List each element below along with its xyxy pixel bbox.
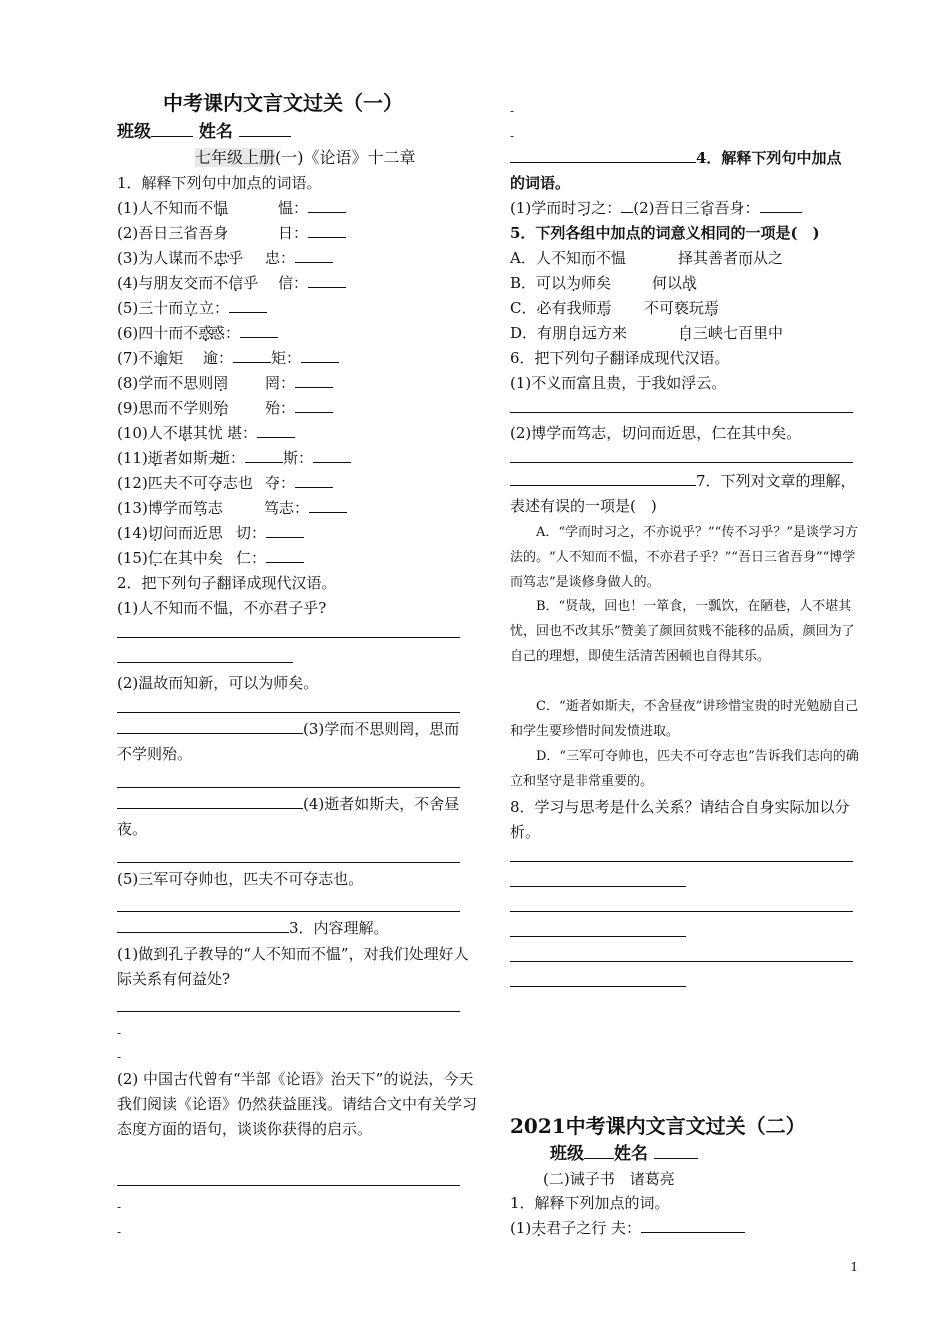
answer-line[interactable] (510, 911, 853, 912)
q1-answer (265, 247, 333, 269)
q5-option[interactable] (510, 322, 627, 344)
q1-item-text: (13)博学而 (117, 499, 193, 517)
q4-item-1-label: 之： (591, 199, 622, 217)
answer-blank[interactable] (266, 522, 304, 538)
q1-item-text: 其忧 (192, 424, 223, 442)
q1-item-text: 者如斯夫 (162, 449, 223, 467)
answer-line[interactable] (510, 961, 853, 962)
q7-title: 7．下列对文章的理解， (696, 472, 856, 490)
dash-mark: - (510, 129, 515, 143)
answer-line[interactable] (510, 412, 853, 413)
dotted-word: 为 (566, 274, 582, 292)
q5-option-compare (644, 297, 719, 319)
answer-line[interactable] (510, 147, 696, 163)
dotted-word: 自 (567, 324, 583, 342)
dash-mark: - (117, 1026, 122, 1040)
answer-blank[interactable] (295, 472, 333, 488)
item-number: (1) (510, 1219, 532, 1237)
answer-blank[interactable] (245, 447, 283, 463)
q1-item-text: (5)三十而 (117, 299, 184, 317)
answer-line[interactable] (117, 662, 293, 663)
name-label: 姓名 (198, 122, 233, 142)
dotted-word: 习 (576, 199, 592, 217)
dotted-word: 笃 (192, 499, 208, 517)
q7-option-c: C．“逝者如斯夫，不舍昼夜”讲珍惜宝贵的时光勉励自己和学生要珍惜时间发愤进取。 (510, 699, 859, 739)
q7-option-a: A．“学而时习之，不亦说乎？”“传不习乎？”是谈学习方法的。“人不知而不愠，不亦君子乎？”“吾日三省吾身”“博学而笃志”是谈修身做人的。 (510, 525, 858, 590)
answer-label: 逾： (203, 349, 234, 367)
item-text: 君子之行 夫： (546, 1219, 642, 1237)
q1-answer (199, 297, 267, 319)
answer-label: 矩： (271, 349, 302, 367)
q2-sentence-2: (2)温故而知新，可以为师矣。 (117, 674, 319, 692)
dotted-word: 堪 (177, 424, 193, 442)
option-text: 择其善者 (678, 249, 739, 267)
answer-label: 殆： (265, 399, 296, 417)
answer-label: 立： (199, 299, 230, 317)
q4-items (510, 197, 802, 219)
answer-blank[interactable] (308, 197, 346, 213)
option-text: 远方来 (582, 324, 628, 342)
option-text: C．必有我师 (510, 299, 597, 317)
option-text: 师矣 (581, 274, 612, 292)
class-blank[interactable] (584, 1143, 614, 1159)
name-label: 姓名 (614, 1144, 648, 1164)
q1-answer (265, 472, 333, 494)
q1-answer (278, 272, 346, 294)
q1-item (117, 322, 213, 344)
q1-item (117, 297, 198, 319)
answer-blank[interactable] (760, 197, 802, 213)
dotted-word: 自 (678, 324, 694, 342)
dotted-word: 仁 (147, 549, 163, 567)
answer-blank[interactable] (301, 347, 339, 363)
q1-item-text: (11) (117, 449, 148, 467)
dotted-word: 而 (580, 249, 596, 267)
q1-item-text: (7)不 (117, 349, 154, 367)
q5-option-compare (678, 322, 783, 344)
q1-answer (265, 372, 333, 394)
answer-label: 夺： (265, 474, 296, 492)
q2-sentence-4-cont: 夜。 (117, 820, 148, 838)
q1-answer (278, 222, 346, 244)
q5-option[interactable] (510, 247, 626, 269)
answer-line[interactable] (117, 1185, 460, 1186)
answer-blank[interactable] (621, 197, 633, 213)
option-text: D．有朋 (510, 324, 568, 342)
answer-blank[interactable] (295, 247, 333, 263)
answer-label: 愠： (278, 199, 309, 217)
answer-label: 笃志： (264, 499, 310, 517)
q4-item-2-label: 吾身： (714, 199, 760, 217)
q1-item-text: (3)为人谋而不 (117, 249, 214, 267)
answer-blank[interactable] (308, 222, 346, 238)
q3-question-1: (1)做到孔子教导的“人不知而不愠”，对我们处理好人际关系有何益处? (117, 945, 469, 988)
dotted-word: 焉 (596, 299, 612, 317)
page-number: 1 (850, 1260, 858, 1274)
answer-blank[interactable] (295, 397, 333, 413)
answer-blank[interactable] (266, 547, 304, 563)
answer-line[interactable] (117, 911, 460, 912)
second-subtitle: (二)诫子书 诸葛亮 (543, 1170, 675, 1188)
q1-item (117, 272, 258, 294)
q2-sentence-3: (3)学而不思则罔，思而 (303, 720, 460, 738)
q3-title-line (117, 917, 479, 939)
q1-item (117, 447, 223, 469)
q1-item (117, 497, 223, 519)
q2-sentence-4: (4)逝者如斯夫，不舍昼 (303, 795, 460, 813)
class-label: 班级 (117, 122, 151, 142)
dotted-word: 愠 (213, 199, 229, 217)
q6-title: 6．把下列句子翻译成现代汉语。 (510, 349, 730, 367)
q1-item-text: (8)学而不思则 (117, 374, 214, 392)
answer-blank[interactable] (295, 372, 333, 388)
q4-title-line (510, 147, 872, 169)
q1-item-text: (14) (117, 524, 148, 542)
second-class-name-line (550, 1143, 698, 1165)
q1-item-text: 志 (207, 499, 223, 517)
q1-item-text: (9)思而不学则 (117, 399, 214, 417)
answer-label: 仁： (236, 549, 267, 567)
dash-mark: - (117, 1050, 122, 1064)
q1-answer (215, 447, 351, 469)
answer-label: 惑： (210, 324, 241, 342)
answer-blank[interactable] (309, 497, 347, 513)
answer-label: 切： (236, 524, 267, 542)
dotted-word: 省 (699, 199, 715, 217)
answer-label: 罔： (265, 374, 296, 392)
option-text: 从之 (753, 249, 784, 267)
class-label: 班级 (550, 1144, 584, 1164)
q2-sentence-4-line (117, 793, 479, 815)
answer-label: 逝： (215, 449, 246, 467)
q3-question-2: (2) 中国古代曾有“半部《论语》治天下”的说法，今天我们阅读《论语》仍然获益匪浅。请结合文中有关学习态度方面的语句，谈谈你获得的启示。 (117, 1070, 478, 1138)
q2-sentence-3-line (117, 718, 479, 740)
dotted-word: 忠 (213, 249, 229, 267)
option-text: 何以 (652, 274, 683, 292)
class-name-line (117, 121, 291, 143)
q2-sentence-1: (1)人不知而不愠，不亦君子乎? (117, 599, 327, 617)
dotted-word: 信 (228, 274, 244, 292)
grade-label: 七年级上册 (195, 148, 276, 167)
q1-item (117, 422, 223, 444)
second-q1-title: 1．解释下列加点的词。 (510, 1194, 670, 1212)
q1-item-text: (2)吾日三省吾身 (117, 224, 229, 242)
dotted-word: 切 (147, 524, 163, 542)
dotted-word: 殆 (213, 399, 229, 417)
answer-line[interactable] (510, 936, 686, 937)
q1-item-text: 矩 (168, 349, 184, 367)
q1-item (117, 522, 223, 544)
name-blank[interactable] (654, 1143, 698, 1159)
option-text: 不愠 (595, 249, 626, 267)
option-text: 不可亵玩 (644, 299, 705, 317)
q2-sentence-5: (5)三军可夺帅也，匹夫不可夺志也。 (117, 870, 364, 888)
q1-item-text: 乎 (228, 249, 244, 267)
answer-blank[interactable] (229, 297, 267, 313)
q7-option-d: D．“三军可夺帅也，匹夫不可夺志也”告诉我们志向的确立和坚守是非常重要的。 (510, 749, 859, 789)
answer-line[interactable] (510, 462, 853, 463)
dotted-word: 战 (682, 274, 698, 292)
dotted-word: 夺 (207, 474, 223, 492)
q1-item-text: (12)匹夫不可 (117, 474, 208, 492)
answer-blank[interactable] (240, 322, 278, 338)
q7-option-b: B．“贤哉，回也！一箪食，一瓢饮，在陋巷，人不堪其忧，回也不改其乐”赞美了颜回贫贱不能移的品质，颜回为了自己的理想，即使生活清苦困顿也自得其乐。 (510, 599, 855, 664)
class-blank[interactable] (151, 121, 193, 137)
answer-line[interactable] (510, 861, 853, 862)
option-text: 三峡七百里中 (693, 324, 784, 342)
dotted-word: 罔 (213, 374, 229, 392)
second-doc-title: 2021中考课内文言文过关（二） (510, 1114, 806, 1138)
dotted-word: 焉 (704, 299, 720, 317)
q1-item (117, 197, 228, 219)
q1-answer (203, 347, 339, 369)
answer-line[interactable] (117, 787, 460, 788)
dotted-word: 逝 (147, 449, 163, 467)
q1-answer (278, 197, 346, 219)
second-q1-item (510, 1217, 745, 1239)
answer-label: 信： (278, 274, 309, 292)
q5-option-compare (678, 247, 783, 269)
q4-item-2-pre: (2)吾日三 (633, 199, 700, 217)
answer-blank[interactable] (308, 272, 346, 288)
q1-title: 1．解释下列句中加点的词语。 (117, 174, 322, 192)
dotted-word: 惑 (198, 324, 214, 342)
answer-line[interactable] (117, 1011, 460, 1012)
answer-line[interactable] (117, 718, 303, 734)
q6-sentence-1: (1)不义而富且贵，于我如浮云。 (510, 374, 727, 392)
q2-title: 2．把下列句子翻译成现代汉语。 (117, 574, 337, 592)
dash-mark: - (510, 104, 515, 118)
answer-line[interactable] (117, 917, 289, 933)
q5-option-compare (652, 272, 697, 294)
section-label: (一)《论语》十二章 (275, 148, 416, 167)
q5-option[interactable] (510, 297, 612, 319)
answer-line[interactable] (510, 886, 686, 887)
answer-label: 日： (278, 224, 309, 242)
q8-question: 8．学习与思考是什么关系？请结合自身实际加以分析。 (510, 798, 850, 841)
answer-label: 忠： (265, 249, 296, 267)
q3-title: 3．内容理解。 (289, 919, 389, 937)
q1-item (117, 247, 243, 269)
dotted-word: 而 (738, 249, 754, 267)
option-text: A．人不知 (510, 249, 581, 267)
answer-blank[interactable] (257, 422, 295, 438)
q4-item-1-pre: (1)学而时 (510, 199, 577, 217)
q7-title-cont: 表述有误的一项是( ) (510, 497, 657, 515)
q1-answer (236, 522, 304, 544)
q1-item (117, 222, 228, 244)
answer-line[interactable] (117, 862, 460, 863)
q1-item-text: 志也 (222, 474, 253, 492)
name-blank[interactable] (239, 121, 291, 137)
q1-answer (264, 497, 347, 519)
q4-title-cont: 的词语。 (510, 174, 571, 192)
option-text: B．可以 (510, 274, 567, 292)
answer-line[interactable] (510, 986, 686, 987)
answer-blank[interactable] (233, 347, 271, 363)
q1-answer (265, 397, 333, 419)
q1-item (117, 397, 228, 419)
q1-item-text: (6)四十而不 (117, 324, 199, 342)
answer-line[interactable] (510, 470, 696, 486)
q1-item-text: (4)与朋友交而不 (117, 274, 229, 292)
answer-blank[interactable] (641, 1217, 745, 1233)
answer-label: 堪： (227, 424, 258, 442)
dotted-word: 逾 (153, 349, 169, 367)
answer-blank[interactable] (313, 447, 351, 463)
q1-item-text: 乎 (243, 274, 259, 292)
answer-line[interactable] (117, 712, 460, 713)
q1-answer (227, 422, 295, 444)
q1-item (117, 347, 183, 369)
dash-mark: - (117, 1225, 122, 1239)
answer-line[interactable] (117, 793, 303, 809)
dotted-word: 立 (183, 299, 199, 317)
answer-line[interactable] (117, 637, 460, 638)
q5-title: 5．下列各组中加点的词意义相同的一项是( ) (510, 224, 820, 242)
section-subtitle (195, 147, 416, 169)
q1-item (117, 372, 228, 394)
q1-answer (210, 322, 278, 344)
dash-mark: - (117, 1200, 122, 1214)
page-title: 中考课内文言文过关（一） (163, 91, 403, 115)
q2-sentence-3-cont: 不学则殆。 (117, 745, 193, 763)
q1-answer (236, 547, 304, 569)
q5-option[interactable] (510, 272, 611, 294)
q1-item (117, 547, 223, 569)
q1-item-text: 在其中矣 (162, 549, 223, 567)
q7-title-line (510, 470, 872, 492)
q1-item (117, 472, 253, 494)
q6-sentence-2: (2)博学而笃志，切问而近思，仁在其中矣。 (510, 424, 802, 442)
q4-title: 4．解释下列句中加点 (696, 149, 842, 167)
q1-item-text: (15) (117, 549, 148, 567)
q1-item-text: (1)人不知而不 (117, 199, 214, 217)
dotted-word: 夫 (531, 1219, 547, 1237)
answer-label: 斯： (283, 449, 314, 467)
q1-item-text: 问而近思 (162, 524, 223, 542)
q1-item-text: (10)人不 (117, 424, 178, 442)
